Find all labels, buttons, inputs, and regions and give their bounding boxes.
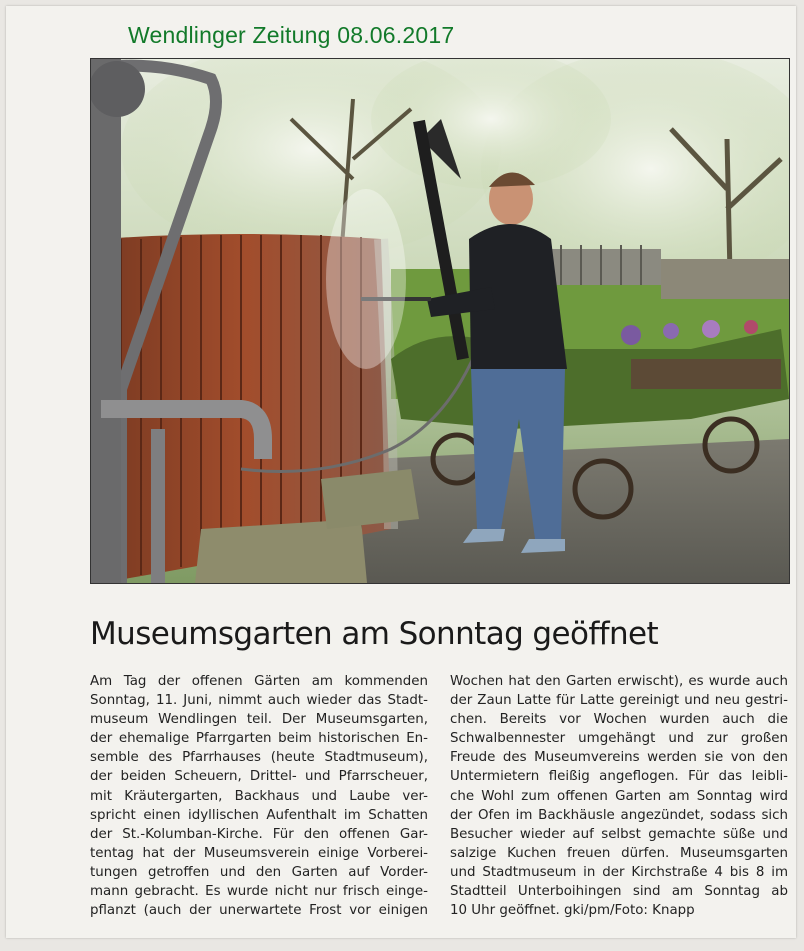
source-label: Wendlinger Zeitung 08.06.2017: [128, 22, 455, 48]
article-text-line: pflanzt (auch der unerwartete Frost vor einigen: [90, 903, 428, 919]
article-text-line: mit Kräutergarten, Backhaus und Laube ver-: [90, 788, 428, 804]
article-column-left: [90, 672, 428, 920]
article-text-line: der St.-Kolumban-Kirche. Für den offenen Gar-: [90, 826, 428, 842]
article-text-line: Wochen hat den Garten erwischt), es wurde auch: [450, 674, 788, 689]
article-text-line: der beiden Scheuern, Drittel- und Pfarrscheuer,: [90, 769, 428, 785]
article-text-line: salzige Kuchen freuen dürfen. Museumsgarten: [450, 845, 788, 861]
article-text-line: Sonntag, 11. Juni, nimmt auch wieder das Stadt-: [90, 693, 428, 709]
article-text-line: tentag hat der Museumsverein einige Vorberei-: [90, 845, 428, 861]
article-text-line: der Ofen im Backhäusle angezündet, sodass sich: [450, 807, 788, 823]
article-photo: [90, 58, 790, 584]
photo-credit: gki/pm/Foto: Knapp: [564, 903, 695, 919]
article-text-line: mann gebracht. Es wurde nicht nur frisch einge-: [90, 884, 428, 900]
article-text-line: der Zaun Latte für Latte gereinigt und neu gestri-: [450, 693, 788, 709]
article-text-line: Am Tag der offenen Gärten am kommenden: [90, 674, 428, 689]
article-text-line: tungen getroffen und den Garten auf Vorder-: [90, 864, 428, 880]
article-text-line: chen. Bereits vor Wochen wurden auch die: [450, 712, 788, 728]
article-column-right: [450, 672, 788, 920]
article-text-line: che Wohl zum offenen Garten am Sonntag wird: [450, 788, 788, 804]
article-text-line: semble des Pfarrhauses (heute Stadtmuseum),: [90, 750, 428, 766]
newspaper-clipping: [6, 6, 796, 938]
article-final-line: [450, 901, 788, 920]
article-text-line: Schwalbennester umgehängt und zur großen: [450, 731, 788, 747]
article-text-line: museum Wendlingen teil. Der Museumsgarten,: [90, 712, 428, 728]
article-text-line: Freude des Museumvereins werden sie von den: [450, 750, 788, 766]
article-text-line: Stadtteil Unterboihingen sind am Sonntag ab: [450, 884, 788, 900]
article-headline: Museumsgarten am Sonntag geöffnet: [90, 616, 659, 652]
article-text-line: Untermietern fleißig angeflogen. Für das leibli-: [450, 769, 788, 785]
article-text-line: Besucher wieder auf selbst gemachte süße und: [450, 826, 788, 842]
article-text-line: der ehemalige Pfarrgarten beim historischen En-: [90, 731, 428, 747]
photo-garden-scene: [91, 59, 789, 583]
article-text-line: spricht einen idyllischen Aufenthalt im Schatten: [90, 807, 428, 823]
article-text-line: und Stadtmuseum in der Kirchstraße 4 bis 8 im: [450, 864, 788, 880]
article-closing-text: 10 Uhr geöffnet.: [450, 903, 560, 919]
